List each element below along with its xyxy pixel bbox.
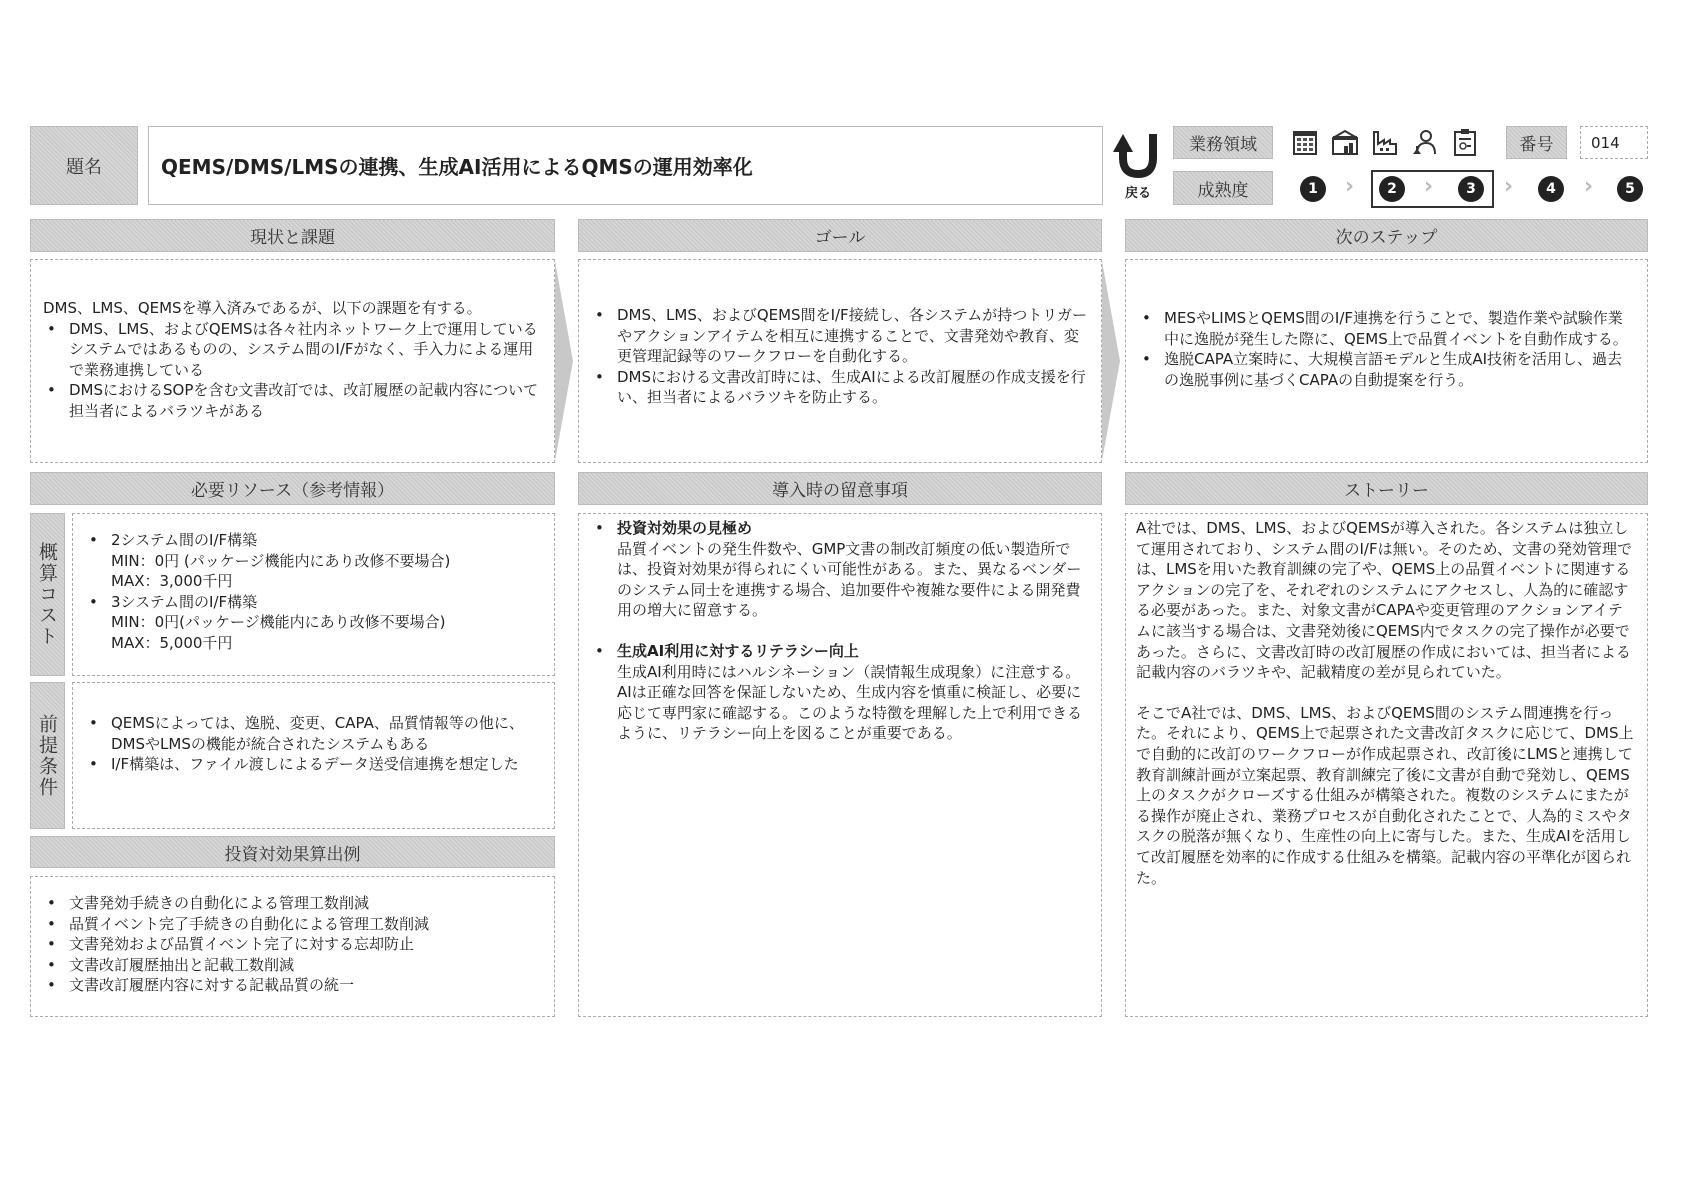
back-label: 戻る [1124, 186, 1151, 201]
u-turn-arrow-icon [1113, 128, 1159, 178]
cost-item-title: • 2システム間のI/F構築 [111, 531, 258, 549]
story-paragraph: そこでA社では、DMS、LMS、およびQEMS間のシステム間連携を行った。それにより、QEMS上で起票された文書改訂タスクに応じて、DMS上で自動的に改訂のワークフローが作成起票され、改訂後にLMSと連携して教育訓練計画が立案起票、教育訓練完了後に文書が自動で発効し、QEMS上のタスクがクローズする仕組みが構築された。複数のシステムにまたがる操作が廃止され、業務プロセスが自動化されたことで、人為的ミスやタスクの脱落が無くなり、生産性の向上に寄与した。また、生成AIを活用して改訂履歴を効率的に作成する仕組みを構築。記載内容の平準化が図られた。 [1136, 703, 1634, 887]
back-button[interactable] [1113, 128, 1163, 204]
note-title: • 投資対効果の見極め [617, 519, 753, 537]
current-intro: DMS、LMS、QEMSを導入済みであるが、以下の課題を有する。 [43, 299, 482, 317]
chevron-right-icon: › [1424, 174, 1434, 199]
title-label: 題名 [30, 126, 138, 205]
next-box [1125, 259, 1648, 463]
note-body: 品質イベントの発生件数や、GMP文書の制改訂頻度の低い製造所では、投資対効果が得られにくい可能性がある。また、異なるベンダーのシステム同士を連携する場合、追加要件や複雑な要件による開発費用の増大に留意する。 [617, 539, 1082, 620]
building-grid-icon [1292, 128, 1318, 156]
goal-box [578, 259, 1102, 463]
list-item: • DMS、LMS、およびQEMSは各々社内ネットワーク上で運用しているシステムではあるものの、システム間のI/Fがなく、手入力による運用で業務連携している [43, 319, 542, 381]
cost-label: 概算コスト [30, 513, 65, 676]
current-box [30, 259, 555, 463]
story-box [1125, 513, 1648, 1017]
list-item: • 文書発効手続きの自動化による管理工数削減 [43, 893, 542, 914]
roi-heading: 投資対効果算出例 [30, 836, 555, 868]
list-item: • 逸脱CAPA立案時に、大規模言語モデルと生成AI技術を活用し、過去の逸脱事例に基づくCAPAの自動提案を行う。 [1138, 349, 1635, 390]
maturity-level-3: 3 [1458, 176, 1484, 202]
roi-box [30, 876, 555, 1017]
next-heading: 次のステップ [1125, 219, 1648, 252]
list-item: • DMSにおけるSOPを含む文書改訂では、改訂履歴の記載内容について担当者によるバラツキがある [43, 380, 542, 421]
domain-label: 業務領域 [1173, 126, 1273, 159]
precondition-label: 前提条件 [30, 682, 65, 829]
warehouse-icon [1332, 128, 1358, 156]
list-item: • DMS、LMS、およびQEMS間をI/F接続し、各システムが持つトリガーやアクションアイテムを相互に連携することで、文書発効や教育、変更管理記録等のワークフローを自動化する。 [591, 305, 1089, 367]
factory-icon [1372, 128, 1398, 156]
precondition-box [72, 682, 555, 829]
flow-arrow-icon [1102, 261, 1120, 461]
researcher-icon [1412, 128, 1438, 156]
cost-item-title: • 3システム間のI/F構築 [111, 592, 258, 611]
maturity-label: 成熟度 [1173, 171, 1273, 205]
number-value: 014 [1580, 126, 1648, 159]
maturity-level-4: 4 [1538, 176, 1564, 202]
maturity-level-5: 5 [1617, 176, 1643, 202]
page-title: QEMS/DMS/LMSの連携、生成AI活用によるQMSの運用効率化 [148, 126, 1103, 205]
story-paragraph: A社では、DMS、LMS、およびQEMSが導入された。各システムは独立して運用されており、システム間のI/Fは無い。そのため、文書の発効管理では、LMSを用いた教育訓練の完了や、QEMS上の品質イベントに関連するアクションの完了を、それぞれのシステムにアクセスし、人為的に確認する必要があった。また、対象文書がCAPAや変更管理のアクションアイテムに該当する場合は、文書発効後にQEMS内でタスクの完了操作が必要であった。さらに、文書改訂時の改訂履歴の作成においては、担当者による記載内容のバラツキや、記載精度の差が見られていた。 [1136, 519, 1633, 682]
note-item [591, 641, 1089, 744]
goal-heading: ゴール [578, 219, 1102, 252]
list-item: • DMSにおける文書改訂時には、生成AIによる改訂履歴の作成支援を行い、担当者によるバラツキを防止する。 [591, 367, 1089, 408]
current-heading: 現状と課題 [30, 219, 555, 252]
note-title: • 生成AI利用に対するリテラシー向上 [617, 641, 859, 660]
cost-item [85, 592, 542, 654]
list-item: • MESやLIMSとQEMS間のI/F連携を行うことで、製造作業や試験作業中に逸脱が発生した際に、QEMS上で品質イベントを自動作成する。 [1138, 308, 1635, 349]
story-heading: ストーリー [1125, 472, 1648, 505]
clipboard-certificate-icon [1452, 128, 1478, 156]
cost-item-max: MAX：5,000千円 [111, 633, 233, 652]
resources-heading: 必要リソース（参考情報） [30, 472, 555, 505]
domain-icons [1292, 128, 1478, 156]
chevron-right-icon: › [1584, 174, 1594, 199]
list-item: • 品質イベント完了手続きの自動化による管理工数削減 [43, 914, 542, 935]
list-item: • I/F構築は、ファイル渡しによるデータ送受信連携を想定した [85, 754, 542, 775]
list-item: • 文書改訂履歴抽出と記載工数削減 [43, 955, 542, 976]
list-item: • 文書改訂履歴内容に対する記載品質の統一 [43, 975, 542, 996]
notes-heading: 導入時の留意事項 [578, 472, 1102, 505]
list-item: • 文書発効および品質イベント完了に対する忘却防止 [43, 934, 542, 955]
note-item [591, 518, 1089, 621]
notes-box [578, 513, 1102, 1017]
chevron-right-icon: › [1504, 174, 1514, 199]
maturity-level-1: 1 [1300, 176, 1326, 202]
flow-arrow-icon [555, 261, 573, 461]
number-label: 番号 [1506, 126, 1567, 159]
cost-item-min: MIN：0円(パッケージ機能内にあり改修不要場合) [111, 613, 446, 632]
note-body: 生成AI利用時にはハルシネーション（誤情報生成現象）に注意する。AIは正確な回答を保証しないため、生成内容を慎重に検証し、必要に応じて専門家に確認する。このような特徴を理解した上で利用できるように、リテラシー向上を図ることが重要である。 [617, 662, 1083, 743]
maturity-level-2: 2 [1379, 176, 1405, 202]
cost-item-max: MAX：3,000千円 [111, 572, 233, 591]
chevron-right-icon: › [1345, 174, 1355, 199]
cost-item-min: MIN：0円 (パッケージ機能内にあり改修不要場合) [111, 551, 451, 570]
cost-item [85, 530, 542, 592]
list-item: • QEMSによっては、逸脱、変更、CAPA、品質情報等の他に、DMSやLMSの機能が統合されたシステムもある [85, 713, 542, 754]
cost-box [72, 513, 555, 676]
